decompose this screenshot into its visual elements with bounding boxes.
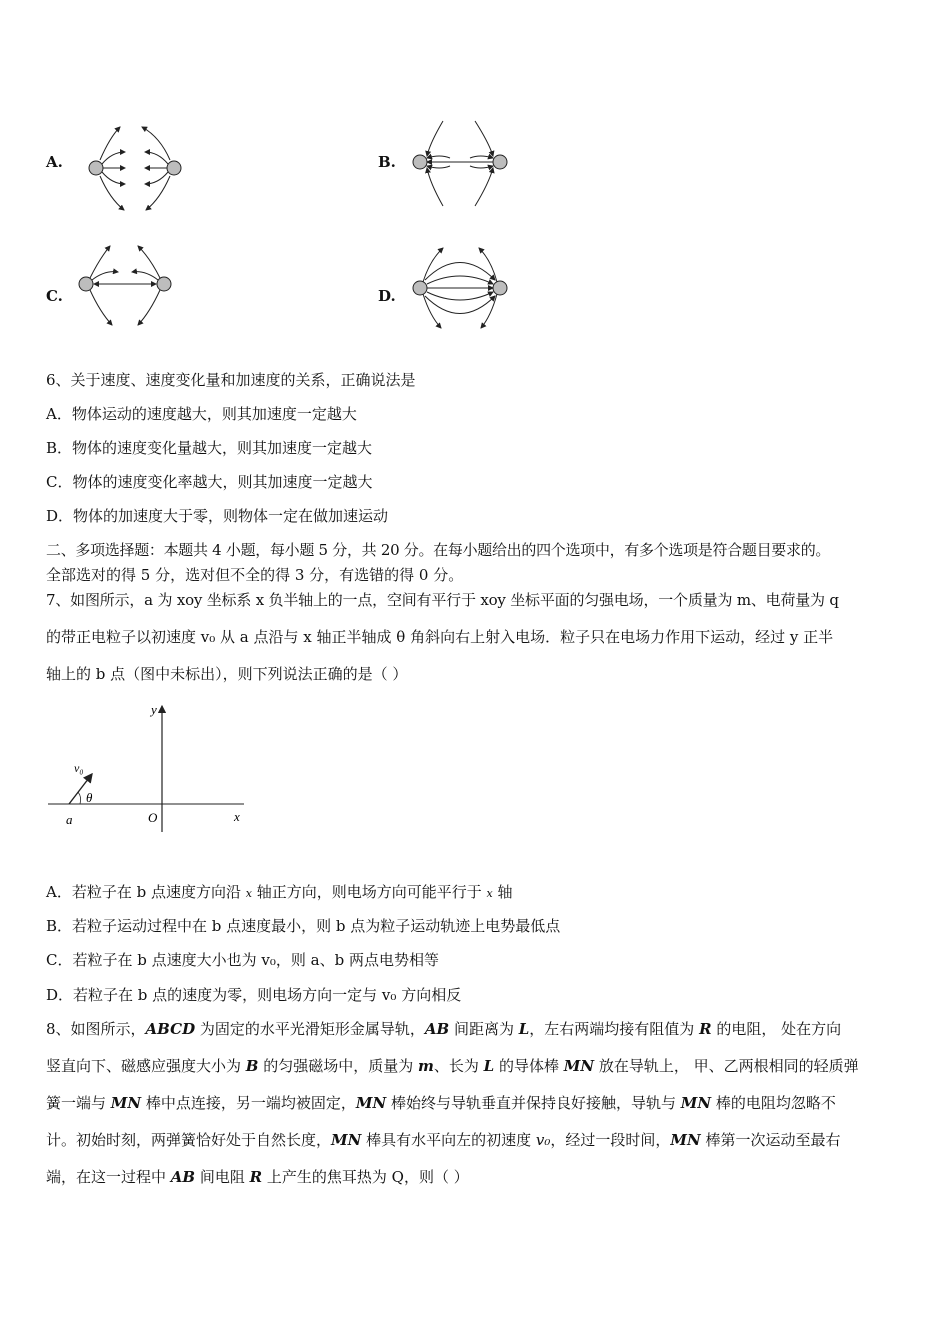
q7-option-c: C．若粒子在 b 点速度大小也为 v₀，则 a、b 两点电势相等: [46, 951, 439, 969]
v0-label: v₀: [74, 761, 84, 775]
q5-option-d-label: D.: [378, 287, 396, 305]
q7-option-b: B．若粒子运动过程中在 b 点速度最小，则 b 点为粒子运动轨迹上电势最低点: [46, 917, 561, 935]
angle-arc: [78, 792, 81, 804]
q5-option-b-label: B.: [378, 153, 396, 171]
q7-stem-line2: 的带正电粒子以初速度 v₀ 从 a 点沿与 x 轴正半轴成 θ 角斜向右上射入电场．粒子只在电场力作用下运动，经过 y 正半: [46, 628, 834, 646]
q8-stem-line3: 簧一端与 MN 棒中点连接，另一端均被固定，MN 棒始终与导轨垂直并保持良好接触，导轨与 MN 棒的电阻均忽略不: [46, 1094, 836, 1112]
q8-stem-line2: 竖直向下、磁感应强度大小为 B 的匀强磁场中，质量为 m、长为 L 的导体棒 MN 放在导轨上， 甲、乙两根相同的轻质弹: [46, 1057, 859, 1075]
section2-header-line2: 全部选对的得 5 分，选对但不全的得 3 分，有选错的得 0 分。: [46, 566, 464, 584]
field-lines-figure-c: [70, 240, 180, 335]
q8-stem-line5: 端，在这一过程中 AB 间电阻 R 上产生的焦耳热为 Q，则（ ）: [46, 1168, 469, 1186]
q6-option-b: B．物体的速度变化量越大，则其加速度一定越大: [46, 439, 373, 457]
x-axis-label: x: [234, 809, 240, 824]
q5-option-a-label: A.: [46, 153, 63, 171]
q8-stem-line4: 计。初始时刻，两弹簧恰好处于自然长度，MN 棒具有水平向左的初速度 v₀，经过一段时间，MN 棒第一次运动至最右: [46, 1131, 841, 1149]
origin-label: O: [148, 810, 158, 825]
q6-stem: 6、关于速度、速度变化量和加速度的关系，正确说法是: [46, 371, 416, 389]
q7-option-a: A．若粒子在 b 点速度方向沿 x 轴正方向，则电场方向可能平行于 x 轴: [46, 883, 513, 901]
q6-option-c: C．物体的速度变化率越大，则其加速度一定越大: [46, 473, 373, 491]
q5-option-c-label: C.: [46, 287, 63, 305]
q7-stem-line1: 7、如图所示，a 为 xoy 坐标系 x 负半轴上的一点，空间有平行于 xoy 坐标平面的匀强电场，一个质量为 m、电荷量为 q: [46, 591, 839, 609]
point-a-label: a: [66, 812, 73, 827]
q7-option-d: D．若粒子在 b 点的速度为零，则电场方向一定与 v₀ 方向相反: [46, 986, 462, 1004]
y-axis-label: y: [151, 702, 157, 717]
coordinate-figure: [44, 698, 254, 838]
q7-stem-line3: 轴上的 b 点（图中未标出），则下列说法正确的是（ ）: [46, 665, 408, 683]
theta-label: θ: [86, 790, 93, 805]
section2-header-line1: 二、多项选择题：本题共 4 小题，每小题 5 分，共 20 分。在每小题给出的四个选项中，有多个选项是符合题目要求的。: [46, 541, 831, 559]
field-lines-figure-a: [80, 122, 190, 217]
q8-stem-line1: 8、如图所示，ABCD 为固定的水平光滑矩形金属导轨，AB 间距离为 L，左右两端均接有阻值为 R 的电阻， 处在方向: [46, 1020, 842, 1038]
field-lines-figure-d: [405, 240, 515, 335]
field-lines-figure-b: [405, 118, 515, 213]
q6-option-a: A．物体运动的速度越大，则其加速度一定越大: [46, 405, 357, 423]
q6-option-d: D．物体的加速度大于零，则物体一定在做加速运动: [46, 507, 389, 525]
